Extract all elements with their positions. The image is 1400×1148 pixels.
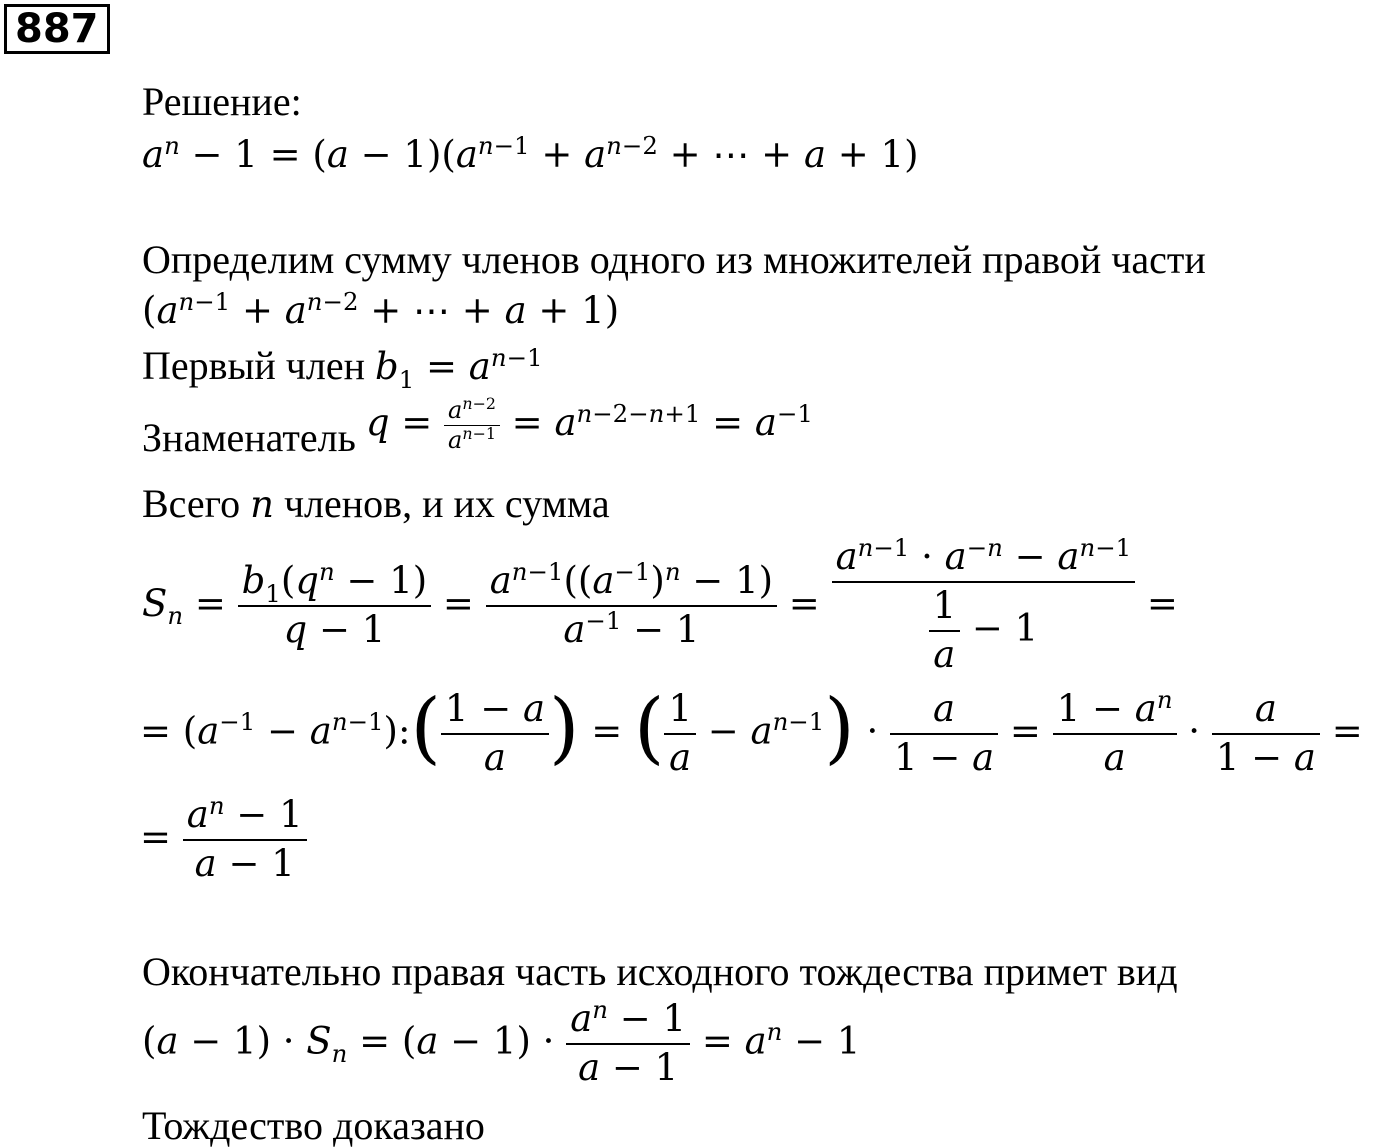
- count-label-end: членов, и их сумма: [283, 481, 610, 526]
- count-line: [142, 481, 610, 526]
- conclusion-text: Тождество доказано: [142, 1103, 485, 1148]
- first-term-line: [142, 342, 543, 394]
- count-label-start: Всего: [142, 481, 241, 526]
- identity-formula: $a^n - 1 = (a - 1)(a^{n-1} + a^{n-2}$ + ⋯ + a + 1): [142, 130, 919, 176]
- final-formula: $(a - 1) \cdot S_n = (a - 1)$ · $\frac{a^n - 1}{a - 1}$ = $a^n - 1$: [142, 994, 861, 1089]
- first-term-formula: $b_1 = a^{n-1}$: [375, 342, 543, 394]
- first-term-label: Первый член: [142, 343, 366, 388]
- factor-formula: ($a^{n-1} + a^{n-2}$ + ⋯ + a + 1): [142, 286, 620, 332]
- ratio-formula: q = $\frac{a^{n-2}}{a^{n-1}}$ = $a^{n-2-n+1} = a^{-1}$: [365, 394, 813, 455]
- count-variable: n: [250, 483, 274, 526]
- sum-intro-text: Определим сумму членов одного из множителей правой части: [142, 237, 1206, 282]
- problem-number: 887: [4, 4, 110, 54]
- ratio-label: Знаменатель: [142, 415, 356, 461]
- sum-result-formula: = $\frac{a^n - 1}{a - 1}$: [140, 796, 307, 884]
- ratio-line: [142, 394, 813, 461]
- final-text: Окончательно правая часть исходного тождества примет вид: [142, 949, 1178, 994]
- sum-continued-formula: = ($a^{-1}$ − $a^{n-1}$):( $\frac{1 - a}{a}$ ) = ( $\frac{1}{a}$ − $a^{n-1}$) · $\frac{a}{1 - a}$ = $\frac{1 - a^n}{a}$ · $\frac{a}{1 - a}$ =: [140, 682, 1363, 779]
- sum-formula: $S_n$ = $\frac{b_1(q^n - 1)}{q - 1}$ = $\frac{a^{n-1}((a^{-1})^n - 1)}{a^{-1} - 1}$ = $a^{n-1} \cdot a^{-n} - a^{n-1}$ $\frac{1}{a}$ − 1 =: [142, 532, 1178, 676]
- solution-heading: Решение:: [142, 79, 302, 124]
